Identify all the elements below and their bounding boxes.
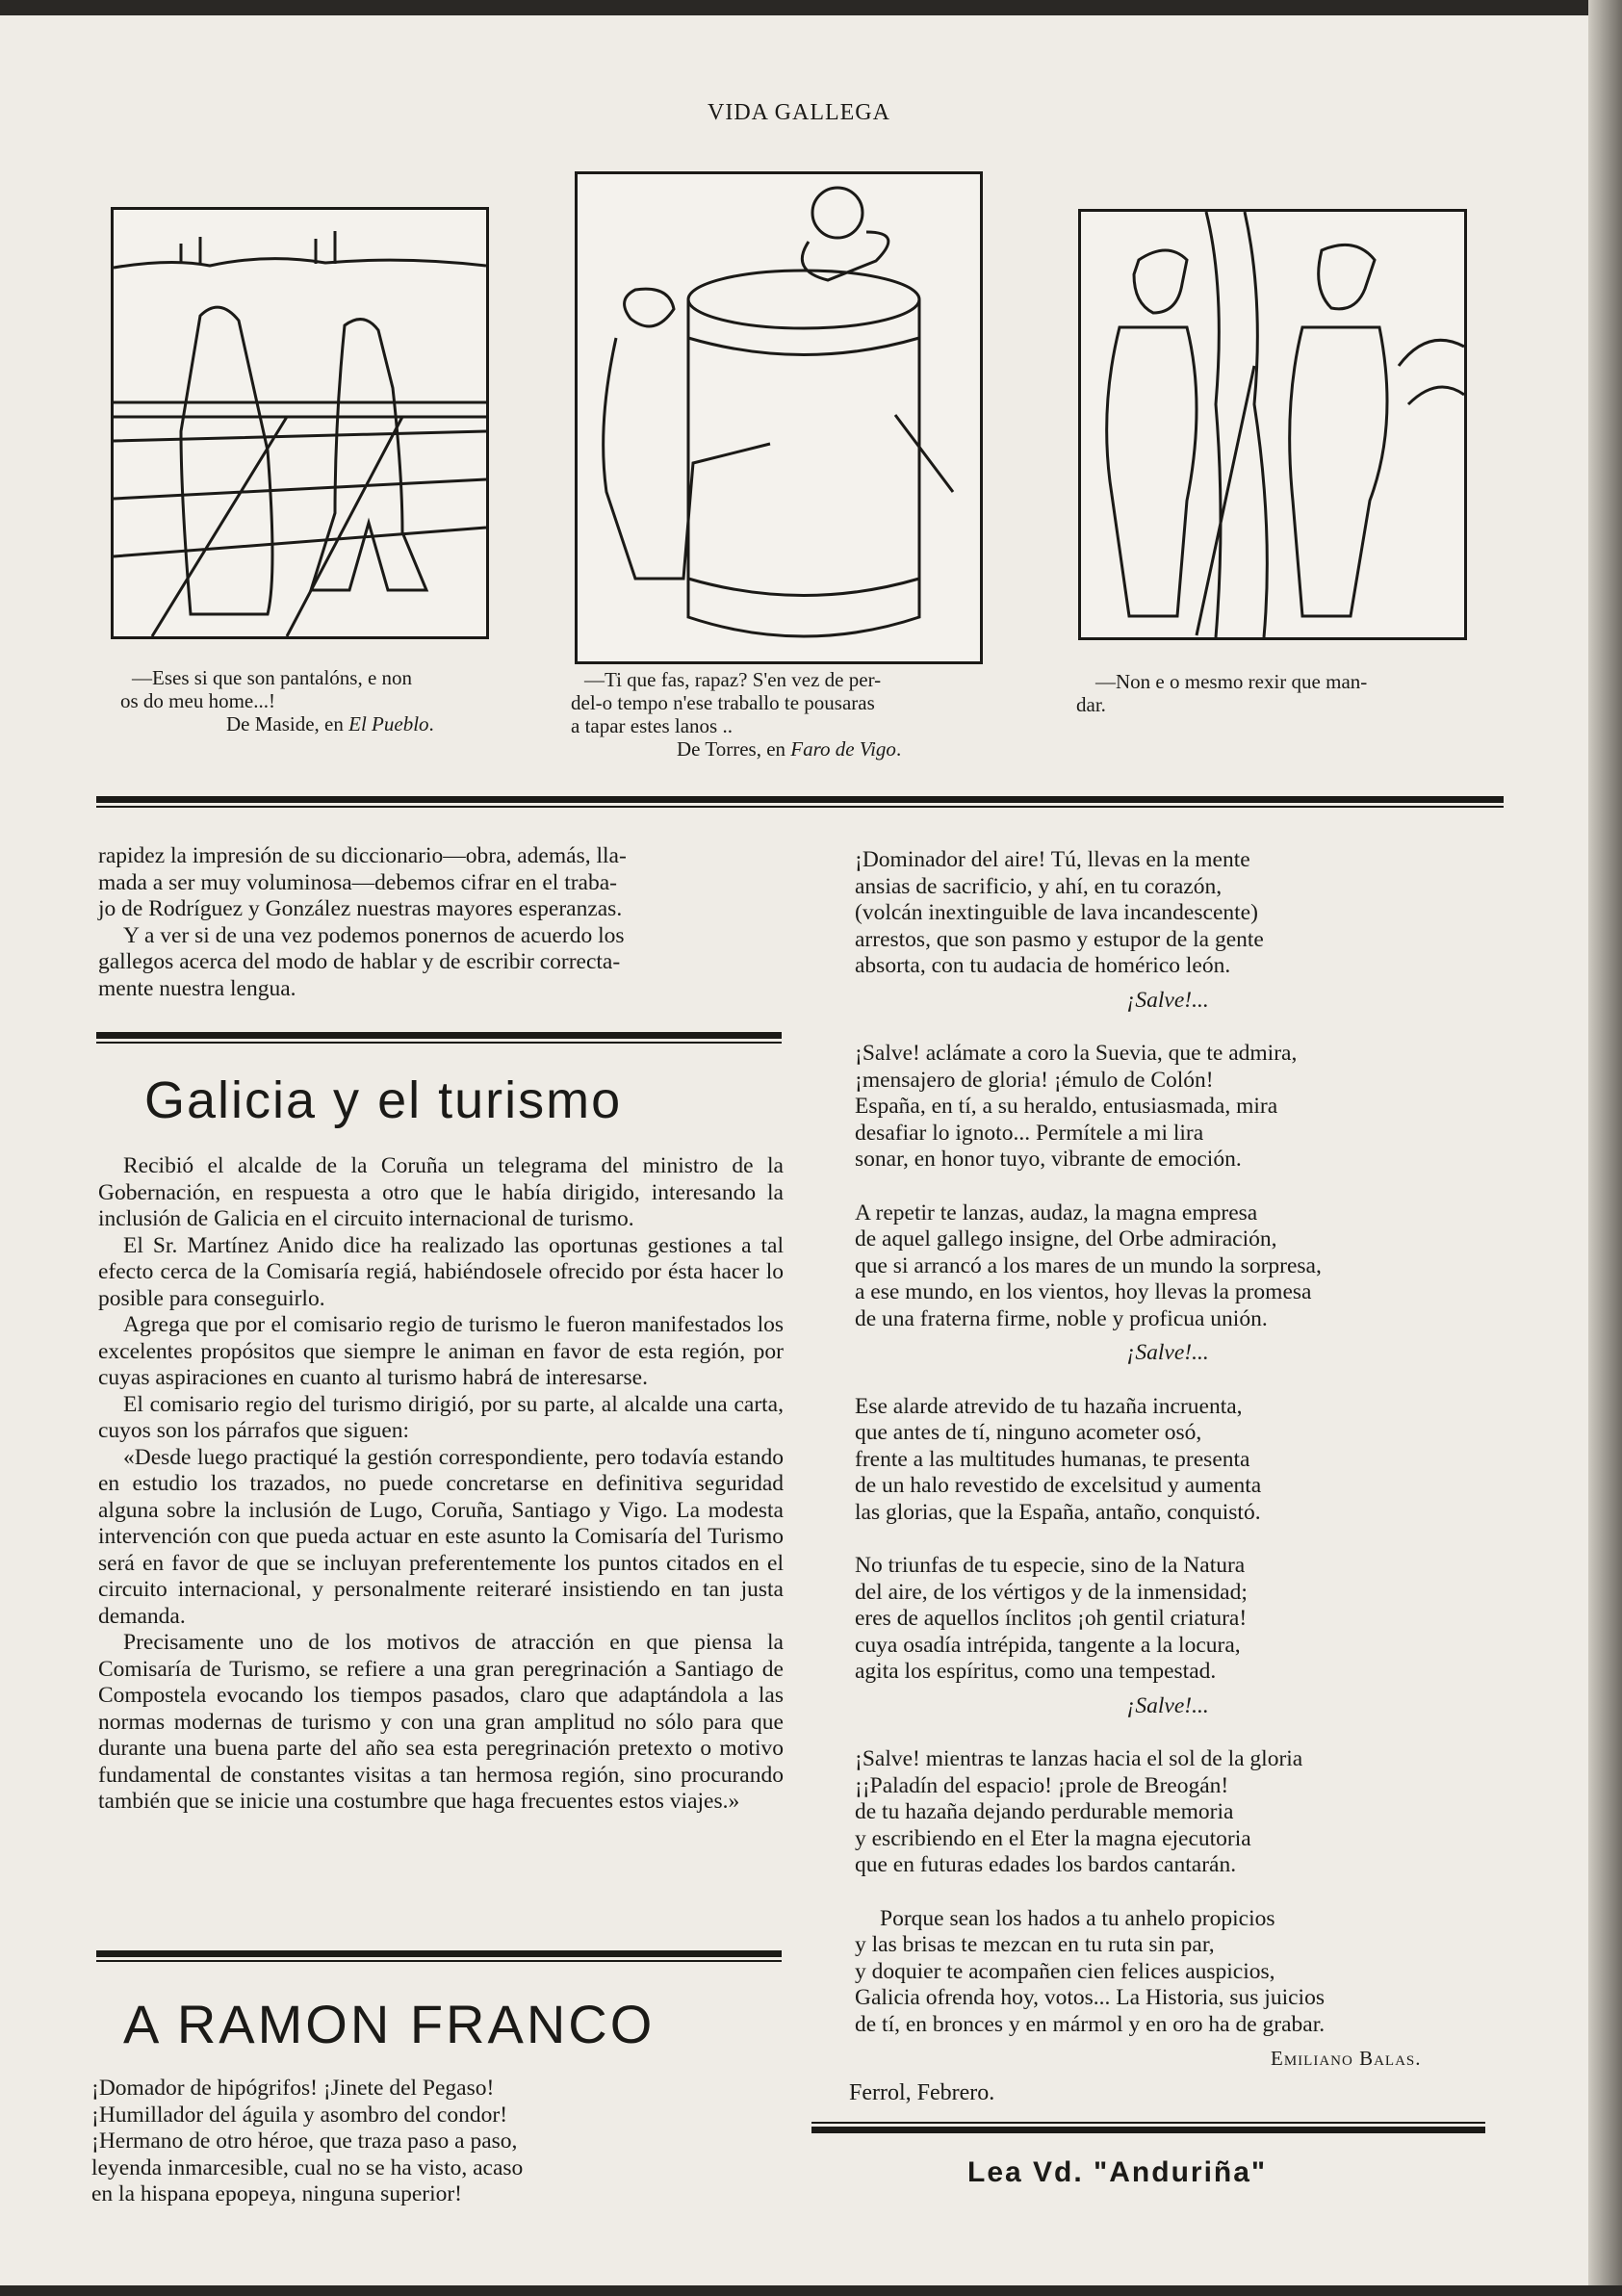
poem-stanza: No triunfas de tu especie, sino de la Natura del aire, de los vértigos y de la inmensidad; eres de aquellos ínclitos ¡oh gentil criatura! cuya osadía intrépida, tangente a la locura, agita los espíritus, como una tempestad.	[855, 1553, 1248, 1684]
cartoon-illustration-two-men	[1081, 212, 1464, 637]
caption-panel-1	[120, 666, 505, 735]
left-intro-text: rapidez la impresión de su diccionario—obra, además, lla- mada a ser muy voluminosa—debemos cifrar en el traba- jo de Rodríguez y González nuestras mayores esperanzas. Y a ver si de una vez podemos ponernos de acuerdo los gallegos acerca del modo de hablar y de escribir correcta- mente nuestra lengua.	[98, 843, 627, 1001]
cartoon-panel-1	[111, 207, 489, 639]
poem-refrain: ¡Salve!...	[1126, 987, 1209, 1013]
advertisement-andurina: Lea Vd. "Anduriña"	[967, 2156, 1268, 2188]
cartoon-illustration-woman-sailor	[114, 210, 486, 636]
caption-credit: De Maside, en El Pueblo.	[226, 712, 434, 735]
poem-stanza: A repetir te lanzas, audaz, la magna empresa de aquel gallego insigne, del Orbe admiración, que si arrancó a los mares de un mundo la sorpresa, a ese mundo, en los vientos, hoy llevas la promesa de una fraterna firme, noble y proficua unión.	[855, 1200, 1322, 1331]
caption-line: a tapar estes lanos ..	[571, 714, 733, 737]
poem-stanza: ¡Salve! mientras te lanzas hacia el sol de la gloria ¡¡Paladín del espacio! ¡prole de Breogán! de tu hazaña dejando perdurable memoria y escribiendo en el Eter la magna ejecutoria que en futuras edades los bardos cantarán.	[855, 1746, 1303, 1877]
poem-right-column	[855, 847, 1480, 2038]
poem-stanza: ¡Dominador del aire! Tú, llevas en la mente ansias de sacrificio, y ahí, en tu corazón, (volcán inextinguible de lava incandescente) arrestos, que son pasmo y estupor de la gente absorta, con tu audacia de homérico león.	[855, 847, 1264, 978]
scan-right-edge	[1588, 0, 1622, 2296]
caption-line: os do meu home...!	[120, 689, 275, 712]
scan-top-border	[0, 0, 1622, 15]
divider-rule	[811, 2122, 1485, 2133]
poem-stanza: ¡Salve! aclámate a coro la Suevia, que te admira, ¡mensajero de gloria! ¡émulo de Colón! España, en tí, a su heraldo, entusiasmada, mira desafiar lo ignoto... Permítele a mi lira sonar, en honor tuyo, vibrante de emoción.	[855, 1041, 1298, 1172]
cartoon-illustration-boy-barrel	[578, 174, 980, 661]
divider-rule	[96, 1950, 782, 1962]
page-header: VIDA GALLEGA	[708, 100, 890, 125]
caption-credit: De Torres, en Faro de Vigo.	[677, 737, 902, 761]
caption-line: dar.	[1076, 693, 1106, 716]
divider-rule	[96, 796, 1504, 808]
poem-refrain: ¡Salve!...	[1126, 1340, 1209, 1365]
poem-refrain: ¡Salve!...	[1126, 1692, 1209, 1718]
article-title-ramon-franco: A RAMON FRANCO	[123, 1994, 656, 2054]
cartoon-panel-2	[575, 171, 983, 664]
poem-signature: Emiliano Balas.	[1271, 2047, 1422, 2070]
article-body-galicia-turismo: Recibió el alcalde de la Coruña un telegrama del ministro de la Gobernación, en respuesta a otro que le había dirigido, interesando la inclusión de Galicia en el circuito internacional de turismo. El Sr. Martínez Anido dice ha realizado las oportunas gestiones a tal efecto cerca de la Comisaría regiá, habiéndosele ofrecido por ésta hacer lo posible para conseguirlo. Agrega que por el comisario regio de turismo le fueron manifestados los excelentes propósitos que siempre le animan en favor de esta región, por cuyas aspiraciones en cuanto al turismo habrá de interesarse. El comisario regio del turismo dirigió, por su parte, al alcalde una carta, cuyos son los párrafos que siguen: «Desde luego practiqué la gestión correspondiente, pero todavía estando en estudio los trazados, no puede concretarse en definitiva seguridad alguna sobre la inclusión de Lugo, Coruña, Santiago y Vigo. La modesta intervención con que pueda actuar en este asunto la Comisaría del Turismo será en favor de que se incluyan preferentemente los puntos citados en el circuito internacional, y personalmente reiteraré insistiendo en tan justa demanda. Precisamente uno de los motivos de atracción en que piensa la Comisaría de Turismo, se refiere a una gran peregrinación a Santiago de Compostela evocando los tiempos pasados, claro que adaptándola a las normas modernas de turismo y con una gran amplitud no sólo para que durante una buena parte del año sea esta peregrinación pretexto o motivo fundamental de constantes visitas a tan hermosa región, sino procurando también que se inicie una costumbre que haga frecuentes estos viajes.»	[98, 1153, 784, 1814]
caption-line: —Non e o mesmo rexir que man-	[1095, 670, 1368, 693]
caption-line: —Eses si que son pantalóns, e non	[132, 666, 413, 689]
caption-panel-2	[571, 668, 1004, 761]
caption-panel-3	[1076, 670, 1490, 716]
divider-rule	[96, 1032, 782, 1044]
poem-stanza: Porque sean los hados a tu anhelo propicios y las brisas te mezcan en tu ruta sin par, y doquier te acompañen cien felices auspicios, Galicia ofrenda hoy, votos... La Historia, sus juicios de tí, en bronces y en mármol y en oro ha de grabar.	[855, 1905, 1326, 2037]
caption-line: —Ti que fas, rapaz? S'en vez de per-	[584, 668, 882, 691]
cartoon-panel-3	[1078, 209, 1467, 640]
poem-place-date: Ferrol, Febrero.	[849, 2080, 995, 2105]
poem-stanza: Ese alarde atrevido de tu hazaña incruenta, que antes de tí, ninguno acometer osó, frente a las multitudes humanas, te presenta de un halo revestido de excelsitud y aumenta las glorias, que la España, antaño, conquistó.	[855, 1393, 1262, 1525]
caption-line: del-o tempo n'ese traballo te pousaras	[571, 691, 875, 714]
scan-bottom-border	[0, 2285, 1622, 2296]
article-title-galicia-turismo: Galicia y el turismo	[144, 1071, 623, 1129]
poem-opening-stanza: ¡Domador de hipógrifos! ¡Jinete del Pegaso! ¡Humillador del águila y asombro del condor! ¡Hermano de otro héroe, que traza paso a paso, leyenda inmarcesible, cual no se ha visto, acaso en la hispana epopeya, ninguna superior!	[91, 2076, 524, 2206]
